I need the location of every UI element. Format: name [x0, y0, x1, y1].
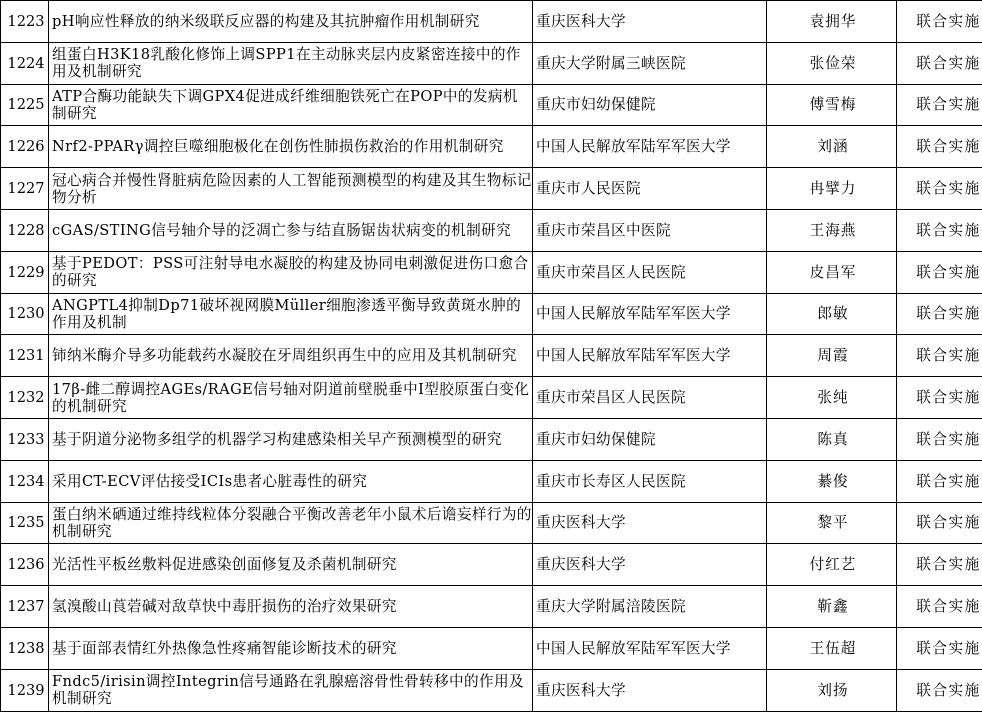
principal-investigator-cell: 王海燕 — [767, 209, 897, 251]
table-row — [1, 168, 982, 210]
project-title-cell: pH响应性释放的纳米级联反应器的构建及其抗肿瘤作用机制研究 — [49, 1, 533, 43]
institution-cell: 重庆市荣昌区人民医院 — [533, 251, 767, 293]
implementation-mode-cell: 联合实施 — [897, 42, 982, 84]
project-title-cell: 17β-雌二醇调控AGEs/RAGE信号轴对阴道前壁脱垂中I型胶原蛋白变化的机制研究 — [49, 377, 533, 419]
principal-investigator-cell: 郎敏 — [767, 293, 897, 335]
project-number-cell: 1224 — [1, 42, 49, 84]
project-number-cell: 1234 — [1, 460, 49, 502]
project-number-cell: 1238 — [1, 627, 49, 669]
table-row — [1, 1, 982, 43]
project-title-cell: 采用CT-ECV评估接受ICIs患者心脏毒性的研究 — [49, 460, 533, 502]
project-title-cell: Fndc5/irisin调控Integrin信号通路在乳腺癌溶骨性骨转移中的作用及机制研究 — [49, 669, 533, 711]
institution-cell: 重庆医科大学 — [533, 669, 767, 711]
implementation-mode-cell: 联合实施 — [897, 168, 982, 210]
principal-investigator-cell: 王伍超 — [767, 627, 897, 669]
principal-investigator-cell: 靳鑫 — [767, 586, 897, 628]
table-body — [1, 1, 982, 712]
project-title-cell: 基于阴道分泌物多组学的机器学习构建感染相关早产预测模型的研究 — [49, 418, 533, 460]
implementation-mode-cell: 联合实施 — [897, 209, 982, 251]
table-row — [1, 418, 982, 460]
project-number-cell: 1226 — [1, 126, 49, 168]
project-number-cell: 1227 — [1, 168, 49, 210]
table-row — [1, 293, 982, 335]
institution-cell: 中国人民解放军陆军军医大学 — [533, 627, 767, 669]
project-title-cell: 组蛋白H3K18乳酸化修饰上调SPP1在主动脉夹层内皮紧密连接中的作用及机制研究 — [49, 42, 533, 84]
project-number-cell: 1223 — [1, 1, 49, 43]
principal-investigator-cell: 付红艺 — [767, 544, 897, 586]
institution-cell: 重庆医科大学 — [533, 544, 767, 586]
principal-investigator-cell: 刘扬 — [767, 669, 897, 711]
project-number-cell: 1228 — [1, 209, 49, 251]
project-number-cell: 1235 — [1, 502, 49, 544]
implementation-mode-cell: 联合实施 — [897, 418, 982, 460]
implementation-mode-cell: 联合实施 — [897, 377, 982, 419]
principal-investigator-cell: 张俭荣 — [767, 42, 897, 84]
institution-cell: 重庆市妇幼保健院 — [533, 418, 767, 460]
project-number-cell: 1239 — [1, 669, 49, 711]
implementation-mode-cell: 联合实施 — [897, 251, 982, 293]
implementation-mode-cell: 联合实施 — [897, 126, 982, 168]
project-number-cell: 1225 — [1, 84, 49, 126]
table-row — [1, 627, 982, 669]
table-row — [1, 84, 982, 126]
principal-investigator-cell: 冉擘力 — [767, 168, 897, 210]
implementation-mode-cell: 联合实施 — [897, 460, 982, 502]
institution-cell: 重庆市人民医院 — [533, 168, 767, 210]
principal-investigator-cell: 黎平 — [767, 502, 897, 544]
project-title-cell: 氢溴酸山莨菪碱对敌草快中毒肝损伤的治疗效果研究 — [49, 586, 533, 628]
institution-cell: 中国人民解放军陆军军医大学 — [533, 335, 767, 377]
table-row — [1, 42, 982, 84]
project-title-cell: 基于面部表情红外热像急性疼痛智能诊断技术的研究 — [49, 627, 533, 669]
project-number-cell: 1229 — [1, 251, 49, 293]
table-row — [1, 126, 982, 168]
institution-cell: 重庆市妇幼保健院 — [533, 84, 767, 126]
implementation-mode-cell: 联合实施 — [897, 502, 982, 544]
project-number-cell: 1230 — [1, 293, 49, 335]
project-title-cell: 冠心病合并慢性肾脏病危险因素的人工智能预测模型的构建及其生物标记物分析 — [49, 168, 533, 210]
implementation-mode-cell: 联合实施 — [897, 84, 982, 126]
institution-cell: 重庆医科大学 — [533, 502, 767, 544]
project-title-cell: ATP合酶功能缺失下调GPX4促进成纤维细胞铁死亡在POP中的发病机制研究 — [49, 84, 533, 126]
project-title-cell: Nrf2-PPARγ调控巨噬细胞极化在创伤性肺损伤救治的作用机制研究 — [49, 126, 533, 168]
principal-investigator-cell: 皮昌军 — [767, 251, 897, 293]
project-title-cell: cGAS/STING信号轴介导的泛凋亡参与结直肠锯齿状病变的机制研究 — [49, 209, 533, 251]
principal-investigator-cell: 刘涵 — [767, 126, 897, 168]
implementation-mode-cell: 联合实施 — [897, 1, 982, 43]
project-number-cell: 1232 — [1, 377, 49, 419]
project-number-cell: 1233 — [1, 418, 49, 460]
institution-cell: 重庆大学附属三峡医院 — [533, 42, 767, 84]
implementation-mode-cell: 联合实施 — [897, 586, 982, 628]
institution-cell: 重庆市荣昌区人民医院 — [533, 377, 767, 419]
table-row — [1, 335, 982, 377]
table-row — [1, 544, 982, 586]
principal-investigator-cell: 陈真 — [767, 418, 897, 460]
table-row — [1, 502, 982, 544]
project-title-cell: 蛋白纳米硒通过维持线粒体分裂融合平衡改善老年小鼠术后谵妄样行为的机制研究 — [49, 502, 533, 544]
principal-investigator-cell: 张纯 — [767, 377, 897, 419]
table-row — [1, 251, 982, 293]
project-number-cell: 1231 — [1, 335, 49, 377]
implementation-mode-cell: 联合实施 — [897, 335, 982, 377]
implementation-mode-cell: 联合实施 — [897, 669, 982, 711]
project-title-cell: ANGPTL4抑制Dp71破坏视网膜Müller细胞渗透平衡导致黄斑水肿的作用及机制 — [49, 293, 533, 335]
institution-cell: 重庆市荣昌区中医院 — [533, 209, 767, 251]
table-row — [1, 209, 982, 251]
institution-cell: 中国人民解放军陆军军医大学 — [533, 293, 767, 335]
principal-investigator-cell: 周霞 — [767, 335, 897, 377]
institution-cell: 重庆大学附属涪陵医院 — [533, 586, 767, 628]
institution-cell: 中国人民解放军陆军军医大学 — [533, 126, 767, 168]
principal-investigator-cell: 袁拥华 — [767, 1, 897, 43]
table-row — [1, 669, 982, 711]
project-title-cell: 铈纳米酶介导多功能载药水凝胶在牙周组织再生中的应用及其机制研究 — [49, 335, 533, 377]
implementation-mode-cell: 联合实施 — [897, 544, 982, 586]
table-row — [1, 377, 982, 419]
institution-cell: 重庆医科大学 — [533, 1, 767, 43]
project-number-cell: 1237 — [1, 586, 49, 628]
principal-investigator-cell: 傅雪梅 — [767, 84, 897, 126]
principal-investigator-cell: 綦俊 — [767, 460, 897, 502]
table-row — [1, 586, 982, 628]
project-title-cell: 基于PEDOT：PSS可注射导电水凝胶的构建及协同电刺激促进伤口愈合的研究 — [49, 251, 533, 293]
project-number-cell: 1236 — [1, 544, 49, 586]
implementation-mode-cell: 联合实施 — [897, 627, 982, 669]
project-title-cell: 光活性平板丝敷料促进感染创面修复及杀菌机制研究 — [49, 544, 533, 586]
table-row — [1, 460, 982, 502]
implementation-mode-cell: 联合实施 — [897, 293, 982, 335]
institution-cell: 重庆市长寿区人民医院 — [533, 460, 767, 502]
